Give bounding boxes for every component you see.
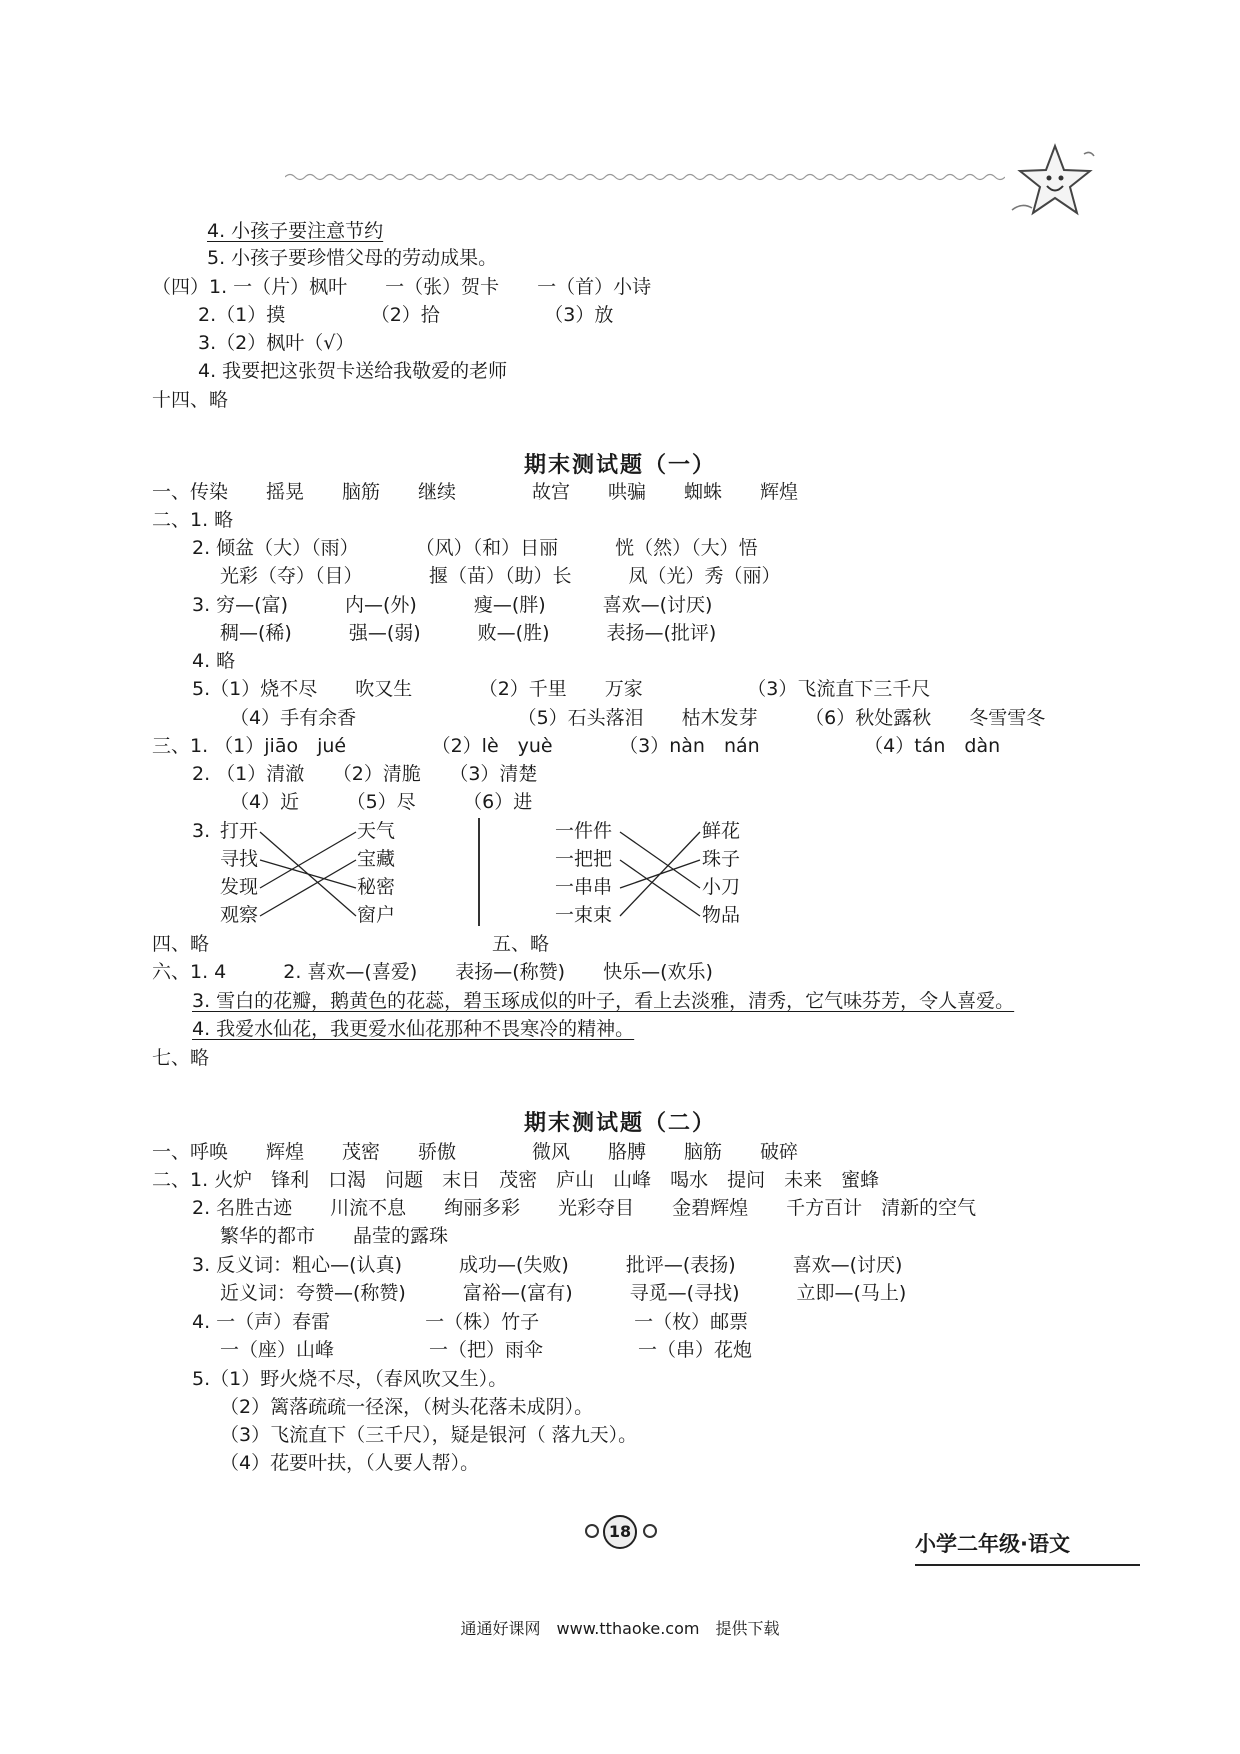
match-left-word: 发现: [220, 876, 259, 898]
answer-line: 稠—(稀) 强—(弱) 败—(胜) 表扬—(批评): [220, 622, 717, 644]
answer-line: 光彩（夺）（目） 揠（苗）（助）长 凤（光）秀（丽）: [220, 565, 781, 587]
match-right-word: 鲜花: [702, 820, 741, 842]
answer-line: 二、1. 火炉 锋利 口渴 问题 末日 茂密 庐山 山峰 喝水 提问 未来 蜜蜂: [152, 1169, 880, 1191]
section-heading: 四、略: [152, 933, 210, 955]
answer-line: 5.（1）烧不尽 吹又生 （2）千里 万家 （3）飞流直下三千尺: [192, 678, 931, 700]
footer-rule: [915, 1564, 1140, 1566]
divider-line: [478, 818, 480, 926]
subject-label: 小学二年级·语文: [915, 1532, 1070, 1556]
page-number: 18: [603, 1515, 637, 1549]
match-left-word: 寻找: [220, 848, 259, 870]
answer-line: 2. 倾盆（大）（雨） （风）（和）日丽 恍（然）（大）悟: [192, 537, 758, 559]
answer-line: 六、1. 4 2. 喜欢—(喜爱) 表扬—(称赞) 快乐—(欢乐): [152, 961, 713, 983]
header-wave-divider: [285, 170, 1005, 184]
answer-line: 5. 小孩子要珍惜父母的劳动成果。: [207, 247, 498, 269]
download-credit: 通通好课网 www.tthaoke.com 提供下载: [460, 1619, 780, 1638]
answer-line: 4. 我爱水仙花，我更爱水仙花那种不畏寒冷的精神。: [192, 1018, 635, 1040]
answer-line: 2. 名胜古迹 川流不息 绚丽多彩 光彩夺目 金碧辉煌 千方百计 清新的空气: [192, 1197, 977, 1219]
answer-line: （3）飞流直下（三千尺），疑是银河（ 落九天）。: [220, 1424, 638, 1446]
answer-line: 一、呼唤 辉煌 茂密 骄傲 微风 胳膊 脑筋 破碎: [152, 1141, 799, 1163]
answer-line: 3.（2）枫叶（√）: [198, 332, 355, 354]
exam-title: 期末测试题（二）: [523, 1111, 716, 1136]
answer-line: 4. 略: [192, 650, 236, 672]
answer-line: （4）手有余香 （5）石头落泪 枯木发芽 （6）秋处露秋 冬雪雪冬: [230, 707, 1046, 729]
answer-line: 4. 我要把这张贺卡送给我敬爱的老师: [198, 360, 508, 382]
match-left-word: 一束束: [555, 904, 613, 926]
section-heading: 十四、略: [152, 389, 229, 411]
answer-line: 一（座）山峰 一（把）雨伞 一（串）花炮: [220, 1339, 753, 1361]
answer-line: 3. 穷—(富) 内—(外) 瘦—(胖) 喜欢—(讨厌): [192, 594, 713, 616]
smiling-star-icon: [1010, 140, 1095, 225]
match-left-word: 一把把: [555, 848, 613, 870]
answer-line: （2）篱落疏疏一径深，（树头花落未成阴）。: [220, 1396, 594, 1418]
match-right-word: 小刀: [702, 876, 741, 898]
match-left-word: 一件件: [555, 820, 613, 842]
answer-line: 3. 雪白的花瓣，鹅黄色的花蕊，碧玉琢成似的叶子，看上去淡雅，清秀，它气味芬芳，令人喜爱。: [192, 990, 1015, 1012]
exam-title: 期末测试题（一）: [523, 453, 716, 478]
match-right-word: 宝藏: [357, 848, 396, 870]
answer-line: 4. 一（声）春雷 一（株）竹子 一（枚）邮票: [192, 1311, 749, 1333]
section-heading: 五、略: [492, 933, 550, 955]
match-lines-left: [260, 820, 360, 930]
answer-line: 5.（1）野火烧不尽，（春风吹又生）。: [192, 1368, 508, 1390]
match-left-word: 打开: [220, 820, 259, 842]
answer-line: 2. （1）清澈 （2）清脆 （3）清楚: [192, 763, 538, 785]
match-right-word: 天气: [357, 820, 396, 842]
answer-line: （4）花要叶扶，（人要人帮）。: [220, 1452, 480, 1474]
match-left-word: 一串串: [555, 876, 613, 898]
answer-line: 三、1. （1）jiāo jué （2）lè yuè （3）nàn nán （4）tán dàn: [152, 735, 1001, 757]
match-right-word: 珠子: [702, 848, 741, 870]
answer-line: 二、1. 略: [152, 509, 234, 531]
answer-line: 3. 反义词：粗心—(认真) 成功—(失败) 批评—(表扬) 喜欢—(讨厌): [192, 1254, 903, 1276]
match-right-word: 秘密: [357, 876, 396, 898]
page-dot-right: [643, 1524, 657, 1538]
answer-line: 2.（1）摸 （2）拾 （3）放: [198, 304, 614, 326]
answer-line: （四）1. 一（片）枫叶 一（张）贺卡 一（首）小诗: [152, 276, 652, 298]
page-dot-left: [585, 1524, 599, 1538]
answer-line: 一、传染 摇晃 脑筋 继续 故宫 哄骗 蜘蛛 辉煌: [152, 481, 799, 503]
section-heading: 七、略: [152, 1047, 210, 1069]
answer-line: （4）近 （5）尽 （6）进: [230, 791, 533, 813]
match-right-word: 物品: [702, 904, 741, 926]
match-lines-right: [620, 820, 710, 930]
match-right-word: 窗户: [357, 904, 396, 926]
answer-line: 4. 小孩子要注意节约: [207, 220, 384, 242]
answer-line: 近义词：夸赞—(称赞) 富裕—(富有) 寻觅—(寻找) 立即—(马上): [220, 1282, 907, 1304]
match-left-word: 观察: [220, 904, 259, 926]
question-number: 3.: [192, 820, 211, 842]
answer-line: 繁华的都市 晶莹的露珠: [220, 1225, 449, 1247]
